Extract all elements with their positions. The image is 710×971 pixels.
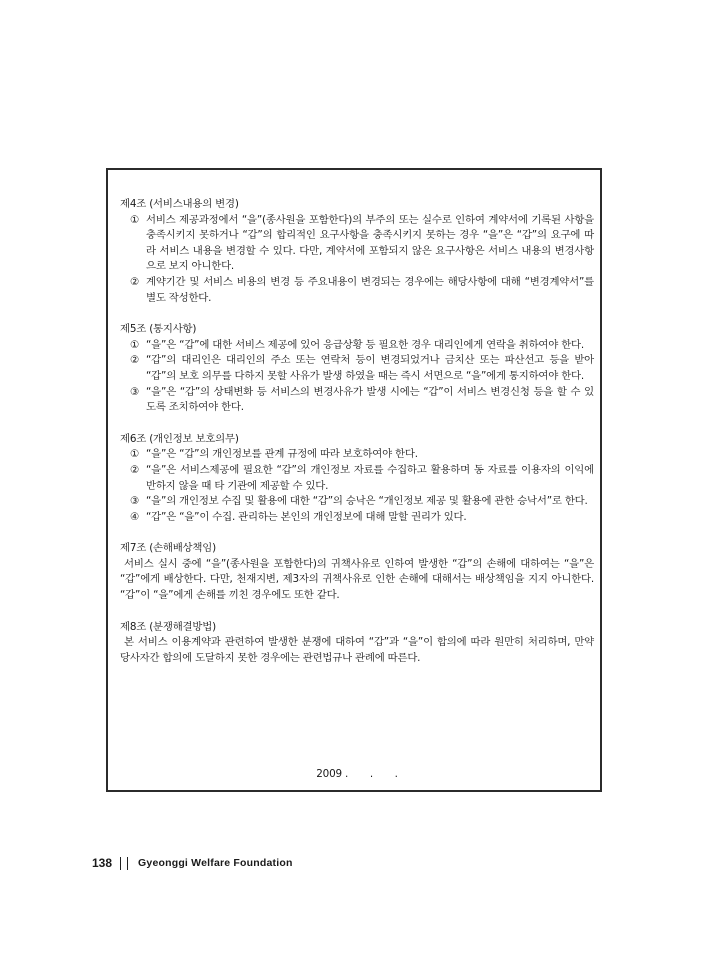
page-footer: [92, 856, 293, 870]
clause-number: ①: [130, 213, 140, 226]
clause-text: 서비스 제공과정에서 “을”(종사원을 포함한다)의 부주의 또는 실수로 인하여 계약서에 기록된 사항을 충족시키지 못하거나 “갑”의 합리적인 요구사항을 충족시키지 못하는 경우 “을”은 “갑”의 요구에 따라 서비스 내용을 변경할 수 있다. 다만, 계약서에 포함되지 않은 요구사항은 서비스 내용의 변경사항으로 보지 아니한다.: [146, 213, 594, 273]
article-6: [120, 432, 594, 526]
clause-text: “을”은 “갑”에 대한 서비스 제공에 있어 응급상황 등 필요한 경우 대리인에게 연락을 취하여야 한다.: [146, 338, 584, 351]
article-heading: 제5조 (통지사항): [120, 323, 197, 336]
clause-number: ②: [130, 354, 140, 367]
organization-name: Gyeonggi Welfare Foundation: [138, 857, 293, 869]
clause-text: “을”은 서비스제공에 필요한 “갑”의 개인정보 자료를 수집하고 활용하며 동 자료를 이용자의 이익에 반하지 않을 때 타 기관에 제공할 수 있다.: [146, 463, 594, 492]
clause-number: ①: [130, 448, 140, 461]
article-heading: 제7조 (손해배상책임): [120, 542, 216, 555]
clause-number: ②: [130, 463, 140, 476]
article-7: [120, 541, 594, 603]
clause-item: [120, 353, 594, 384]
contract-text-box: [106, 168, 602, 792]
clause-number: ①: [130, 338, 140, 351]
clause-item: [120, 510, 594, 526]
article-5: [120, 322, 594, 416]
clause-item: [120, 275, 594, 306]
article-heading: 제6조 (개인정보 보호의무): [120, 432, 239, 445]
clause-item: [120, 463, 594, 494]
article-paragraph: 서비스 실시 중에 “을”(종사원을 포함한다)의 귀책사유로 인하여 발생한 “갑”의 손해에 대하여는 “을”은 “갑”에게 배상한다. 다만, 천재지변, 제3자의 귀책사유로 인한 손해에 대해서는 배상책임을 지지 아니한다. “갑”이 “을”에게 손해를 끼친 경우에도 또한 같다.: [120, 557, 594, 602]
contract-content: [120, 197, 594, 780]
date-line: 2009 . . .: [316, 768, 398, 780]
clause-item: [120, 385, 594, 416]
clause-text: “갑”은 “을”이 수집. 관리하는 본인의 개인정보에 대해 말할 권리가 있다.: [146, 510, 467, 523]
article-8: [120, 620, 594, 667]
clause-item: [120, 338, 594, 354]
clause-text: 계약기간 및 서비스 비용의 변경 등 주요내용이 변경되는 경우에는 해당사항에 대해 “변경계약서”를 별도 작성한다.: [146, 275, 594, 304]
clause-text: “을”은 “갑”의 개인정보를 관계 규정에 따라 보호하여야 한다.: [146, 448, 418, 461]
article-paragraph: 본 서비스 이용계약과 관련하여 발생한 분쟁에 대하여 “갑”과 “을”이 합의에 따라 원만히 처리하며, 만약 당사자간 합의에 도달하지 못한 경우에는 관련법규나 관례에 따른다.: [120, 636, 594, 664]
article-heading: 제8조 (분쟁해결방법): [120, 620, 216, 633]
page-number: 138: [92, 856, 113, 870]
clause-text: “을”의 개인정보 수집 및 활용에 대한 “갑”의 승낙은 “개인정보 제공 및 활용에 관한 승낙서”로 한다.: [146, 495, 588, 508]
clause-item: [120, 494, 594, 510]
article-4: [120, 197, 594, 306]
clause-number: ④: [130, 510, 140, 523]
clause-number: ③: [130, 385, 140, 398]
clause-item: [120, 213, 594, 275]
article-heading: 제4조 (서비스내용의 변경): [120, 198, 239, 210]
clause-text: “을”은 “갑”의 상태변화 등 서비스의 변경사유가 발생 시에는 “갑”이 서비스 변경신청 등을 할 수 있도록 조치하여야 한다.: [146, 385, 594, 414]
clause-item: [120, 447, 594, 463]
clause-number: ③: [130, 495, 140, 508]
clause-number: ②: [130, 275, 140, 288]
clause-text: “갑”의 대리인은 대리인의 주소 또는 연락처 등이 변경되었거나 금치산 또는 파산선고 등을 받아 “갑”의 보호 의무를 다하지 못할 사유가 발생 하였을 때는 즉시 서면으로 “을”에게 통지하여야 한다.: [146, 354, 594, 382]
footer-separator: [120, 857, 128, 870]
